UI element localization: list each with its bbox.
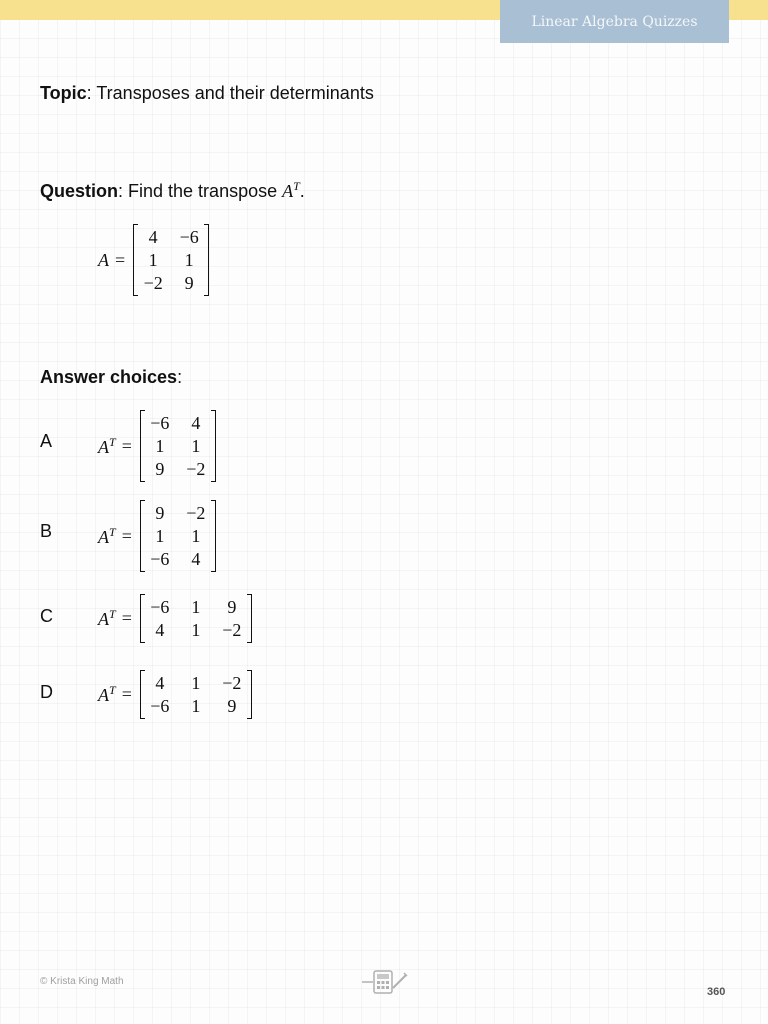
choice-a-matrix: [140, 410, 216, 482]
matrix-cell: 1: [148, 250, 158, 270]
matrix-cell: 4: [191, 413, 201, 433]
choice-d-letter[interactable]: D: [40, 682, 53, 702]
matrix-cell: −6: [150, 549, 170, 569]
matrix-cell: 9: [227, 597, 237, 617]
answer-choices-label: Answer choices: [40, 367, 178, 387]
matrix-cell: 4: [191, 549, 201, 569]
equals-sign: =: [115, 249, 126, 270]
matrix-cell: 1: [191, 436, 201, 456]
calculator-pencil-icon: [360, 968, 408, 1001]
matrix-cell: 9: [184, 273, 194, 293]
matrix-a: [133, 224, 209, 296]
choice-c-lhs: $A^T$: [98, 607, 116, 629]
matrix-cell: 1: [191, 673, 201, 693]
question-math: $A^T$: [282, 179, 300, 201]
matrix-cell: −2: [222, 673, 242, 693]
matrix-cell: 9: [155, 503, 165, 523]
matrix-cell: −2: [222, 620, 242, 640]
matrix-cell: −2: [186, 459, 206, 479]
section-tag: Linear Algebra Quizzes: [500, 0, 729, 43]
choice-d-matrix: [140, 670, 252, 719]
choice-b-lhs: $A^T$: [98, 524, 116, 547]
choice-b-letter[interactable]: B: [40, 521, 53, 541]
matrix-cell: −6: [179, 227, 199, 247]
footer-copyright: © Krista King Math: [40, 976, 124, 987]
matrix-cell: −6: [150, 696, 170, 716]
matrix-cell: 9: [227, 696, 237, 716]
matrix-cell: 1: [191, 620, 201, 640]
matrix-cell: 1: [191, 526, 201, 546]
matrix-cell: 1: [191, 597, 201, 617]
choice-c-letter[interactable]: C: [40, 606, 53, 626]
choice-b-equation: $A^T$ = 9 −2 1 1 −6 4: [98, 500, 216, 572]
matrix-cell: 9: [155, 459, 165, 479]
matrix-a-name: A: [98, 249, 109, 270]
matrix-cell: 4: [148, 227, 158, 247]
choice-a-lhs: $A^T$: [98, 434, 116, 457]
question-line: Question: Find the transpose $A^T$.: [40, 179, 305, 201]
topic-label: Topic: [40, 83, 87, 103]
choice-d-lhs: $A^T$: [98, 683, 116, 705]
choice-c-matrix: [140, 594, 252, 643]
matrix-cell: −2: [186, 503, 206, 523]
matrix-cell: 4: [155, 620, 165, 640]
matrix-cell: 1: [155, 526, 165, 546]
choice-d-equation: $A^T$ = 4 1 −2 −6 1 9: [98, 670, 252, 719]
question-text: : Find the transpose: [118, 181, 283, 201]
matrix-a-equation: [98, 224, 209, 296]
matrix-cell: 1: [155, 436, 165, 456]
matrix-cell: −2: [143, 273, 163, 293]
matrix-cell: 4: [155, 673, 165, 693]
page-number: 360: [707, 986, 726, 998]
topic-text: : Transposes and their determinants: [86, 83, 374, 103]
choice-c-equation: $A^T$ = −6 1 9 4 1 −2: [98, 594, 252, 643]
choice-b-matrix: [140, 500, 216, 572]
matrix-cell: −6: [150, 413, 170, 433]
topic-line: [40, 83, 374, 104]
choice-a-equation: $A^T$ = −6 4 1 1 9 −2: [98, 410, 216, 482]
matrix-cell: −6: [150, 597, 170, 617]
matrix-cell: 1: [184, 250, 194, 270]
matrix-cell: 1: [191, 696, 201, 716]
answer-choices-line: Answer choices:: [40, 367, 183, 387]
question-label: Question: [40, 181, 119, 201]
choice-a-letter[interactable]: A: [40, 431, 53, 451]
